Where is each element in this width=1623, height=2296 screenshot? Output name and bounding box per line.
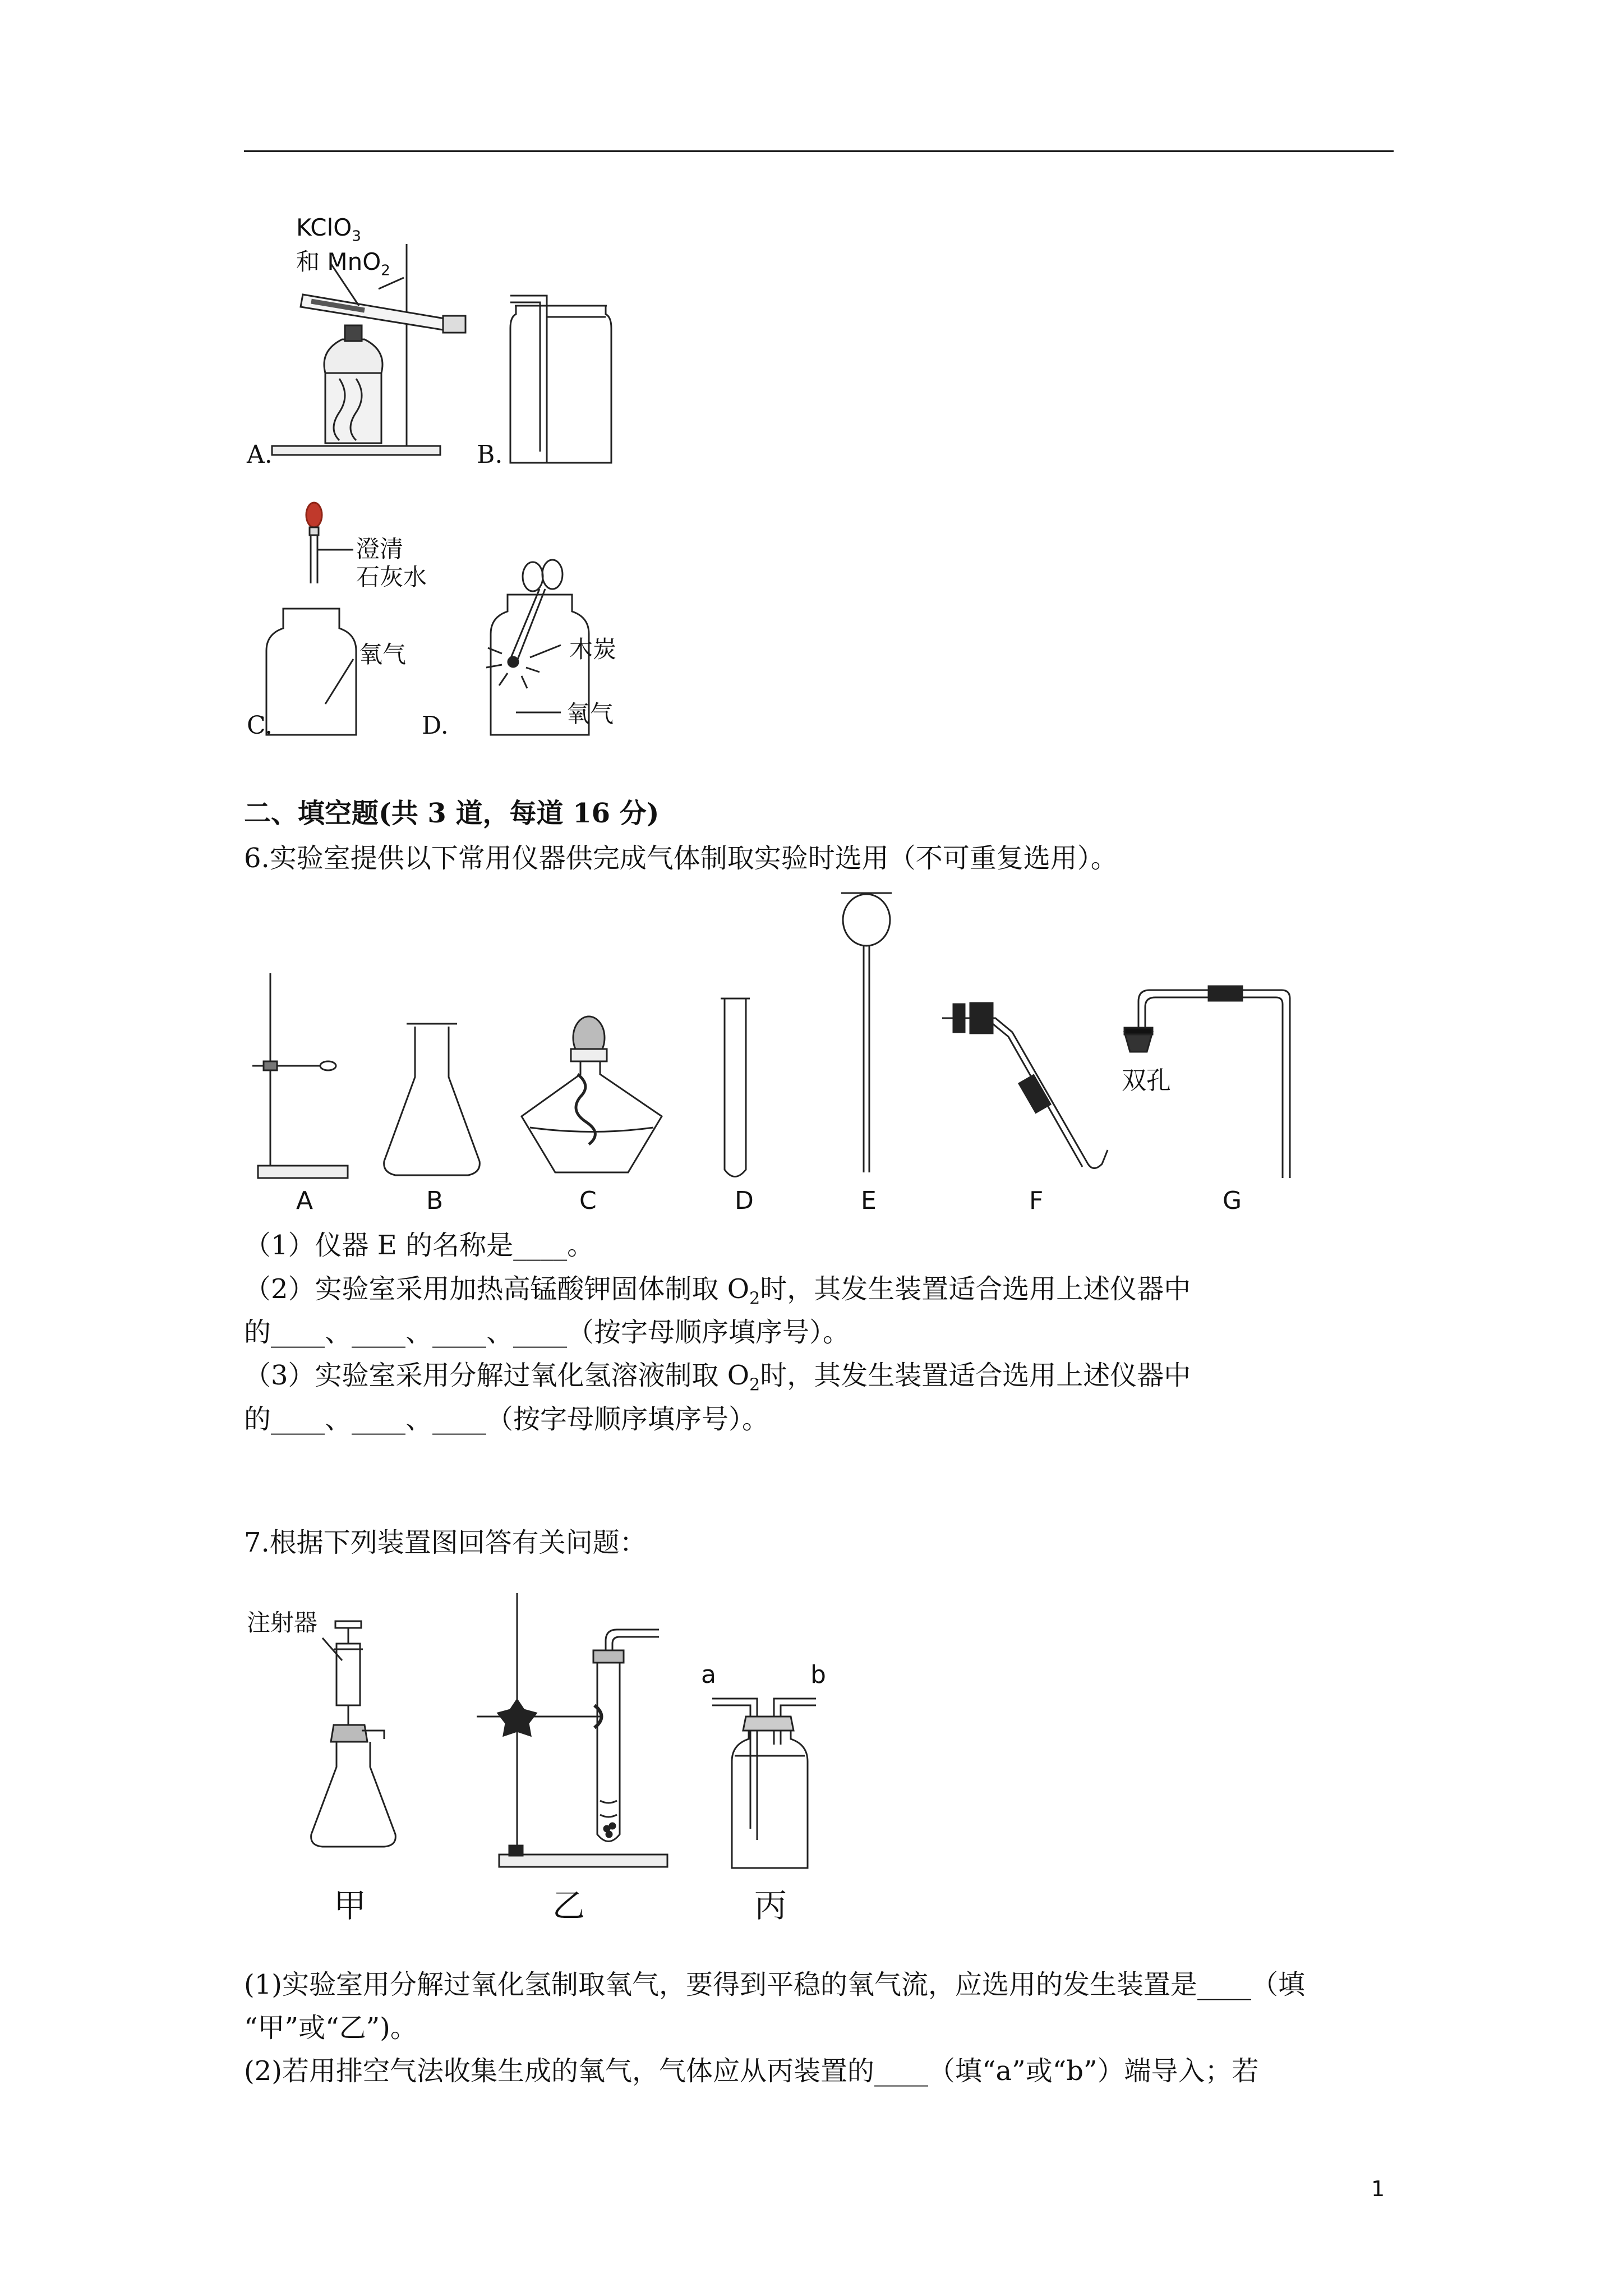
reagent-label: KClO$_3$ 和 MnO$_2$ xyxy=(296,214,390,279)
instrument-label-e: E xyxy=(861,1186,877,1215)
figure-b xyxy=(477,283,645,474)
q6-part-2-line-2: 的____、____、____、____（按字母顺序填序号）。 xyxy=(244,1317,850,1348)
apparatus-yi xyxy=(465,1588,690,1924)
q7-part-1-line-1: (1)实验室用分解过氧化氢制取氧气，要得到平稳的氧气流，应选用的发生装置是____（填 xyxy=(244,1969,1305,2000)
q7-part-1-line-2: “甲”或“乙”)。 xyxy=(244,2012,417,2044)
oxygen-label-d: 氧气 xyxy=(566,700,614,728)
test-tube-on-stand-drawing xyxy=(465,1588,690,1924)
charcoal-label: 木炭 xyxy=(569,636,617,663)
instrument-label-d: D xyxy=(735,1186,754,1215)
option-d-label: D. xyxy=(422,711,449,740)
question-7-stem: 7.根据下列装置图回答有关问题： xyxy=(244,1527,647,1558)
label-yi: 乙 xyxy=(552,1887,585,1925)
q6-part-1: （1）仪器 E 的名称是____。 xyxy=(244,1230,594,1261)
syringe-label: 注射器 xyxy=(247,1609,318,1636)
heating-apparatus-drawing xyxy=(241,210,477,474)
option-a-label: A. xyxy=(247,440,273,469)
label-bing: 丙 xyxy=(754,1887,787,1925)
apparatus-bing xyxy=(701,1660,847,1924)
page-number: 1 xyxy=(1371,2177,1385,2201)
instrument-label-b: B xyxy=(426,1186,444,1215)
section-heading: 二、填空题(共 3 道，每道 16 分) xyxy=(244,798,660,829)
q6-part-2-line-1: （2）实验室采用加热高锰酸钾固体制取 $O_2$时，其发生装置适合选用上述仪器中 xyxy=(244,1273,1191,1309)
apparatus-jia xyxy=(247,1604,415,1924)
option-b-label: B. xyxy=(477,440,503,469)
question-6-stem: 6.实验室提供以下常用仪器供完成气体制取实验时选用（不可重复选用）。 xyxy=(244,843,1118,874)
instrument-row xyxy=(241,881,1318,1217)
figure-a xyxy=(241,210,477,474)
label-jia: 甲 xyxy=(334,1887,367,1925)
figure-d xyxy=(422,561,656,752)
q7-part-2: (2)若用排空气法收集生成的氧气，气体应从丙装置的____（填“a”或“b”）端导入；若 xyxy=(244,2055,1259,2087)
port-a-label: a xyxy=(701,1660,716,1689)
header-rule xyxy=(244,150,1394,152)
option-c-label: C. xyxy=(247,711,273,740)
instrument-label-c: C xyxy=(579,1186,597,1215)
flask-with-syringe-drawing xyxy=(247,1604,415,1924)
stopper-two-hole-label: 双孔 xyxy=(1122,1066,1171,1095)
port-b-label: b xyxy=(810,1660,826,1689)
instrument-label-a: A xyxy=(296,1186,313,1215)
q6-part-3-line-1: （3）实验室采用分解过氧化氢溶液制取 $O_2$时，其发生装置适合选用上述仪器中 xyxy=(244,1360,1191,1395)
oxygen-label-c: 氧气 xyxy=(359,641,407,668)
instrument-label-f: F xyxy=(1029,1186,1044,1215)
q6-part-3-line-2: 的____、____、____（按字母顺序填序号）。 xyxy=(244,1404,769,1435)
instrument-label-g: G xyxy=(1223,1186,1242,1215)
lime-water-label: 澄清 石灰水 xyxy=(356,535,427,591)
instruments-drawing xyxy=(241,881,1318,1217)
